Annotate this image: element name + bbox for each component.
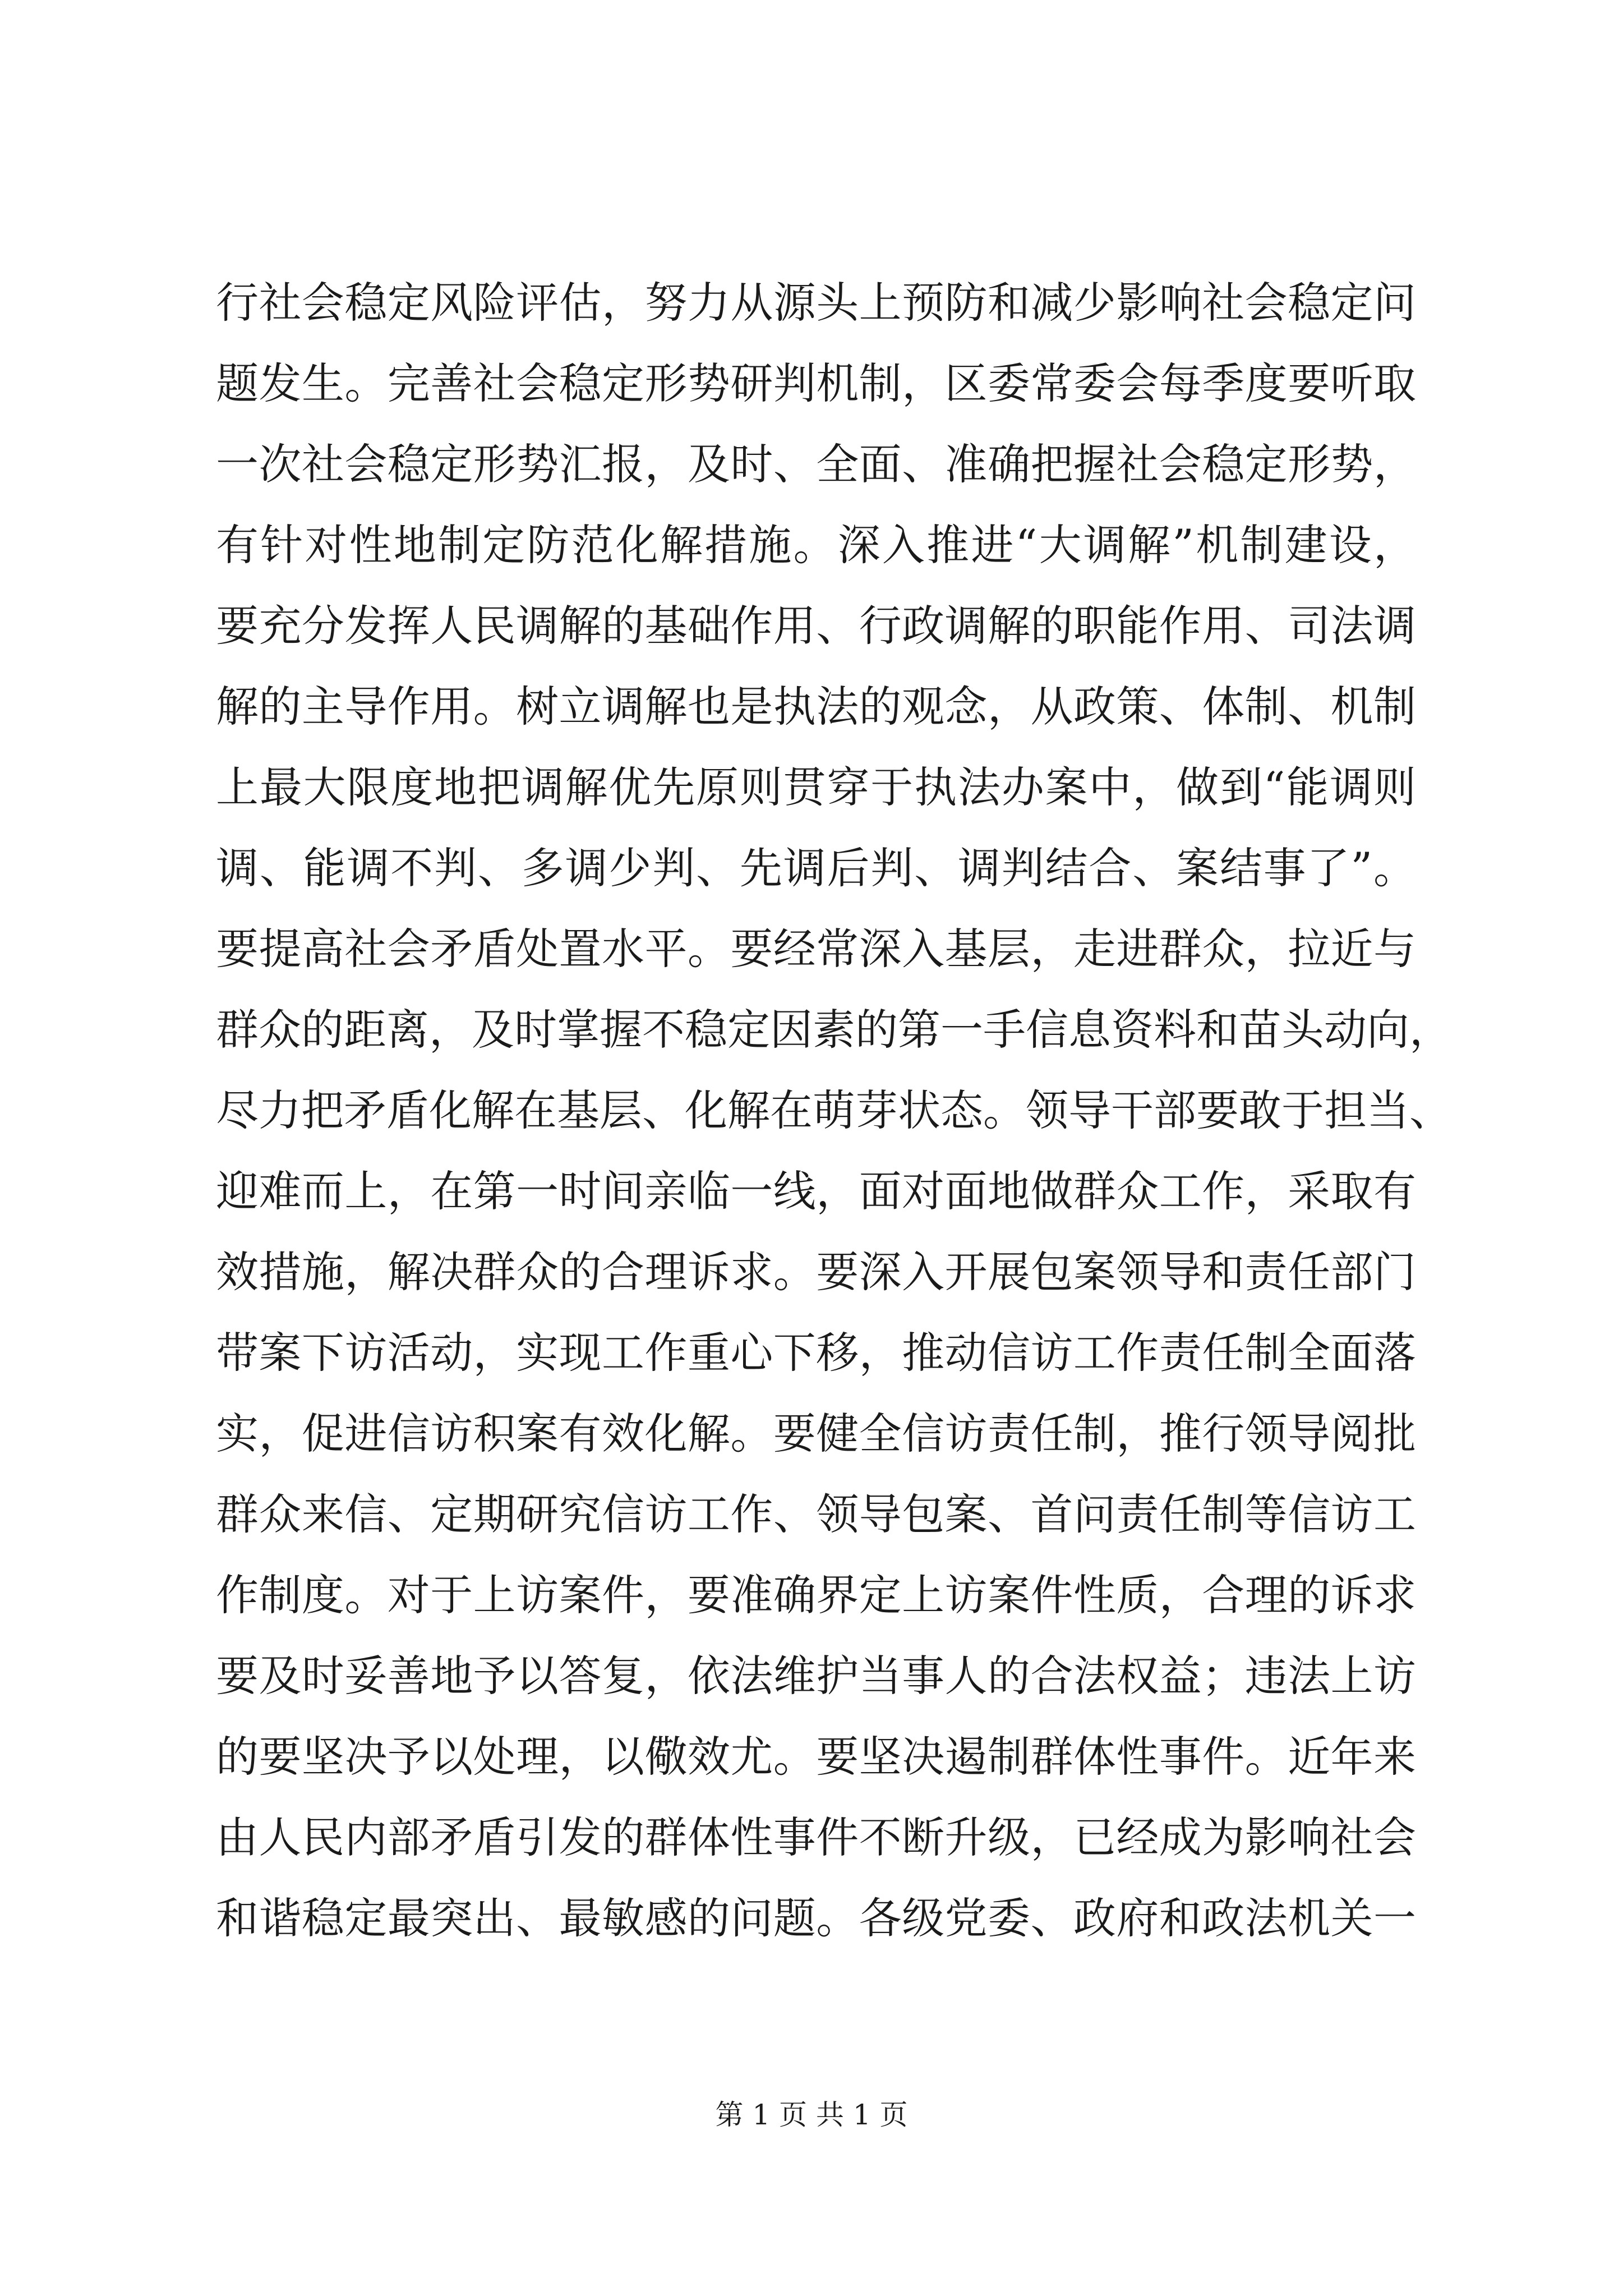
text-line: 效措施，解决群众的合理诉求。要深入开展包案领导和责任部门: [216, 1247, 1416, 1297]
text-line: 尽力把矛盾化解在基层、化解在萌芽状态。领导干部要敢于担当、: [216, 1085, 1452, 1135]
text-line: 作制度。对于上访案件，要准确界定上访案件性质，合理的诉求: [216, 1570, 1416, 1620]
text-line: 带案下访活动，实现工作重心下移，推动信访工作责任制全面落: [216, 1328, 1416, 1378]
text-line: 调、能调不判、多调少判、先调后判、调判结合、案结事了”。: [216, 843, 1416, 893]
text-line: 由人民内部矛盾引发的群体性事件不断升级，已经成为影响社会: [216, 1812, 1416, 1862]
text-line: 要及时妥善地予以答复，依法维护当事人的合法权益；违法上访: [216, 1651, 1416, 1701]
text-line: 一次社会稳定形势汇报，及时、全面、准确把握社会稳定形势，: [216, 439, 1416, 489]
text-line: 和谐稳定最突出、最敏感的问题。各级党委、政府和政法机关一: [216, 1893, 1416, 1943]
text-line: 群众的距离，及时掌握不稳定因素的第一手信息资料和苗头动向，: [216, 1005, 1452, 1055]
body-text: [216, 263, 1452, 1959]
text-line: 有针对性地制定防范化解措施。深入推进“大调解”机制建设，: [216, 520, 1416, 570]
text-line: 迎难而上，在第一时间亲临一线，面对面地做群众工作，采取有: [216, 1166, 1416, 1216]
text-line: 要提高社会矛盾处置水平。要经常深入基层，走进群众，拉近与: [216, 924, 1416, 974]
page-number-label: 第 1 页 共 1 页: [715, 2099, 908, 2131]
text-line: 解的主导作用。树立调解也是执法的观念，从政策、体制、机制: [216, 682, 1416, 731]
text-line: 要充分发挥人民调解的基础作用、行政调解的职能作用、司法调: [216, 601, 1416, 651]
text-line: 群众来信、定期研究信访工作、领导包案、首问责任制等信访工: [216, 1489, 1416, 1539]
text-line: 的要坚决予以处理，以儆效尤。要坚决遏制群体性事件。近年来: [216, 1732, 1416, 1782]
text-line: 行社会稳定风险评估，努力从源头上预防和减少影响社会稳定问: [216, 278, 1416, 328]
text-line: 题发生。完善社会稳定形势研判机制，区委常委会每季度要听取: [216, 358, 1416, 408]
text-line: 上最大限度地把调解优先原则贯穿于执法办案中，做到“能调则: [216, 762, 1416, 812]
text-line: 实，促进信访积案有效化解。要健全信访责任制，推行领导阅批: [216, 1409, 1416, 1458]
page-footer: [0, 2095, 1623, 2134]
